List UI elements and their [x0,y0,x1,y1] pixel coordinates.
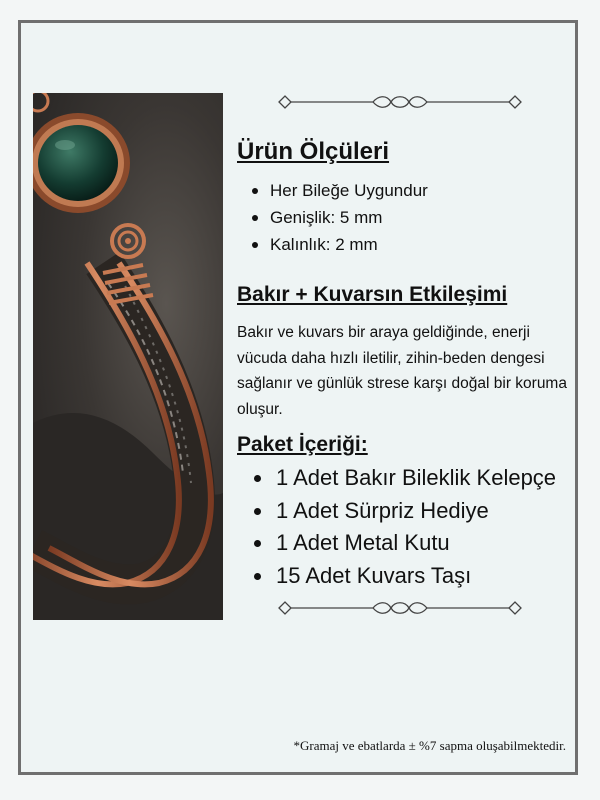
list-item: 1 Adet Sürpriz Hediye [254,497,556,530]
package-list [254,464,556,595]
list-item: 1 Adet Metal Kutu [254,529,556,562]
ornament-divider-bottom [275,598,525,618]
list-item: Her Bileğe Uygundur [252,180,428,207]
list-item: 1 Adet Bakır Bileklik Kelepçe [254,464,556,497]
ornament-divider-top [275,92,525,112]
package-title: Paket İçeriği: [237,433,368,456]
list-item: Kalınlık: 2 mm [252,234,428,261]
interaction-text: Bakır ve kuvars bir araya geldiğinde, enerji vücuda daha hızlı iletilir, zihin-beden dengesi sağlanır ve günlük strese karşı doğal bir koruma oluşur. [237,324,567,418]
sizes-list [252,180,428,261]
list-item: Genişlik: 5 mm [252,207,428,234]
bracelet-illustration [33,93,223,620]
interaction-title: Bakır + Kuvarsın Etkileşimi [237,283,508,306]
sizes-title: Ürün Ölçüleri [237,138,390,165]
list-item: 15 Adet Kuvars Taşı [254,562,556,595]
footnote: *Gramaj ve ebatlarda ± %7 sapma oluşabilmektedir. [293,738,566,753]
product-photo-bracelet [33,93,223,620]
